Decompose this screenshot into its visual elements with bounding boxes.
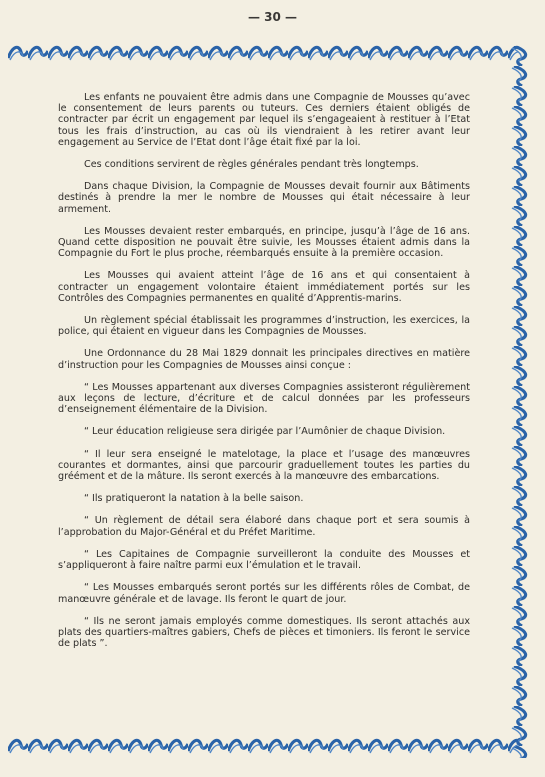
paragraph-admission: Les enfants ne pouvaient être admis dans une Compagnie de Mousses qu’avec le consentement de leurs parents ou tuteurs. Ces derniers étaient obligés de contracter par écrit un engagement par lequel ils s’engageaient à restituer à l’Etat tous les frais d’instruction, au cas où ils viendraient à les retirer avant leur engagement au Service de l’Etat dont l’âge était fixé par la loi. bbox=[58, 92, 470, 148]
quote-reglement-detail: “ Un règlement de détail sera élaboré dans chaque port et sera soumis à l’approbation du Major-Général et du Préfet Maritime. bbox=[58, 515, 470, 538]
paragraph-conditions: Ces conditions servirent de règles générales pendant très longtemps. bbox=[84, 159, 419, 171]
paragraph-reglement: Un règlement spécial établissait les programmes d’instruction, les exercices, la police, qui étaient en vigueur dans les Compagnies de Mousses. bbox=[58, 315, 470, 338]
page-number: — 30 — bbox=[247, 10, 298, 24]
paragraph-engagement: Les Mousses qui avaient atteint l’âge de 16 ans et qui consentaient à contracter un engagement volontaire étaient immédiatement portés sur les Contrôles des Compagnies permanentes en qualité d’Apprentis-marins. bbox=[58, 270, 470, 304]
rope-border-right bbox=[508, 46, 534, 758]
quote-matelotage: “ Il leur sera enseigné le matelotage, la place et l’usage des manœuvres courantes et dormantes, ainsi que parcourir graduellement toutes les parties du gréément et de la mâture. Ils seront exercés à la manœuvre des embarcations. bbox=[58, 448, 470, 483]
paragraph-ordonnance: Une Ordonnance du 28 Mai 1829 donnait les principales directives en matière d’instruction pour les Compagnies de Mousses ainsi conçue : bbox=[58, 348, 470, 371]
quote-education: “ Leur éducation religieuse sera dirigée par l’Aumônier de chaque Division. bbox=[84, 426, 446, 438]
paragraph-division: Dans chaque Division, la Compagnie de Mousses devait fournir aux Bâtiments destinés à prendre la mer le nombre de Mousses qui était nécessaire à leur armement. bbox=[58, 181, 470, 215]
document-body bbox=[58, 92, 470, 649]
quote-capitaines: “ Les Capitaines de Compagnie surveilleront la conduite des Mousses et s’appliqueront à faire naître parmi eux l’émulation et le travail. bbox=[58, 548, 470, 572]
quote-roles: “ Les Mousses embarqués seront portés sur les différents rôles de Combat, de manœuvre générale et de lavage. Ils feront le quart de jour. bbox=[58, 582, 470, 605]
paragraph-embarques: Les Mousses devaient rester embarqués, en principe, jusqu’à l’âge de 16 ans. Quand cette disposition ne pouvait être suivie, les Mousses étaient admis dans la Compagnie du Fort le plus proche, réembarqués ensuite à la première occasion. bbox=[58, 225, 470, 260]
rope-border-bottom bbox=[8, 735, 518, 757]
quote-lecons: “ Les Mousses appartenant aux diverses Compagnies assisteront régulièrement aux leçons de lecture, d’écriture et de calcul données par les professeurs d’enseignement élémentaire de la Division. bbox=[58, 381, 470, 416]
rope-border-top bbox=[8, 42, 518, 64]
quote-natation: “ Ils pratiqueront la natation à la belle saison. bbox=[84, 493, 304, 505]
quote-domestiques: “ Ils ne seront jamais employés comme domestiques. Ils seront attachés aux plats des quartiers-maîtres gabiers, Chefs de pièces et timoniers. Ils feront le service de plats ”. bbox=[58, 615, 470, 650]
